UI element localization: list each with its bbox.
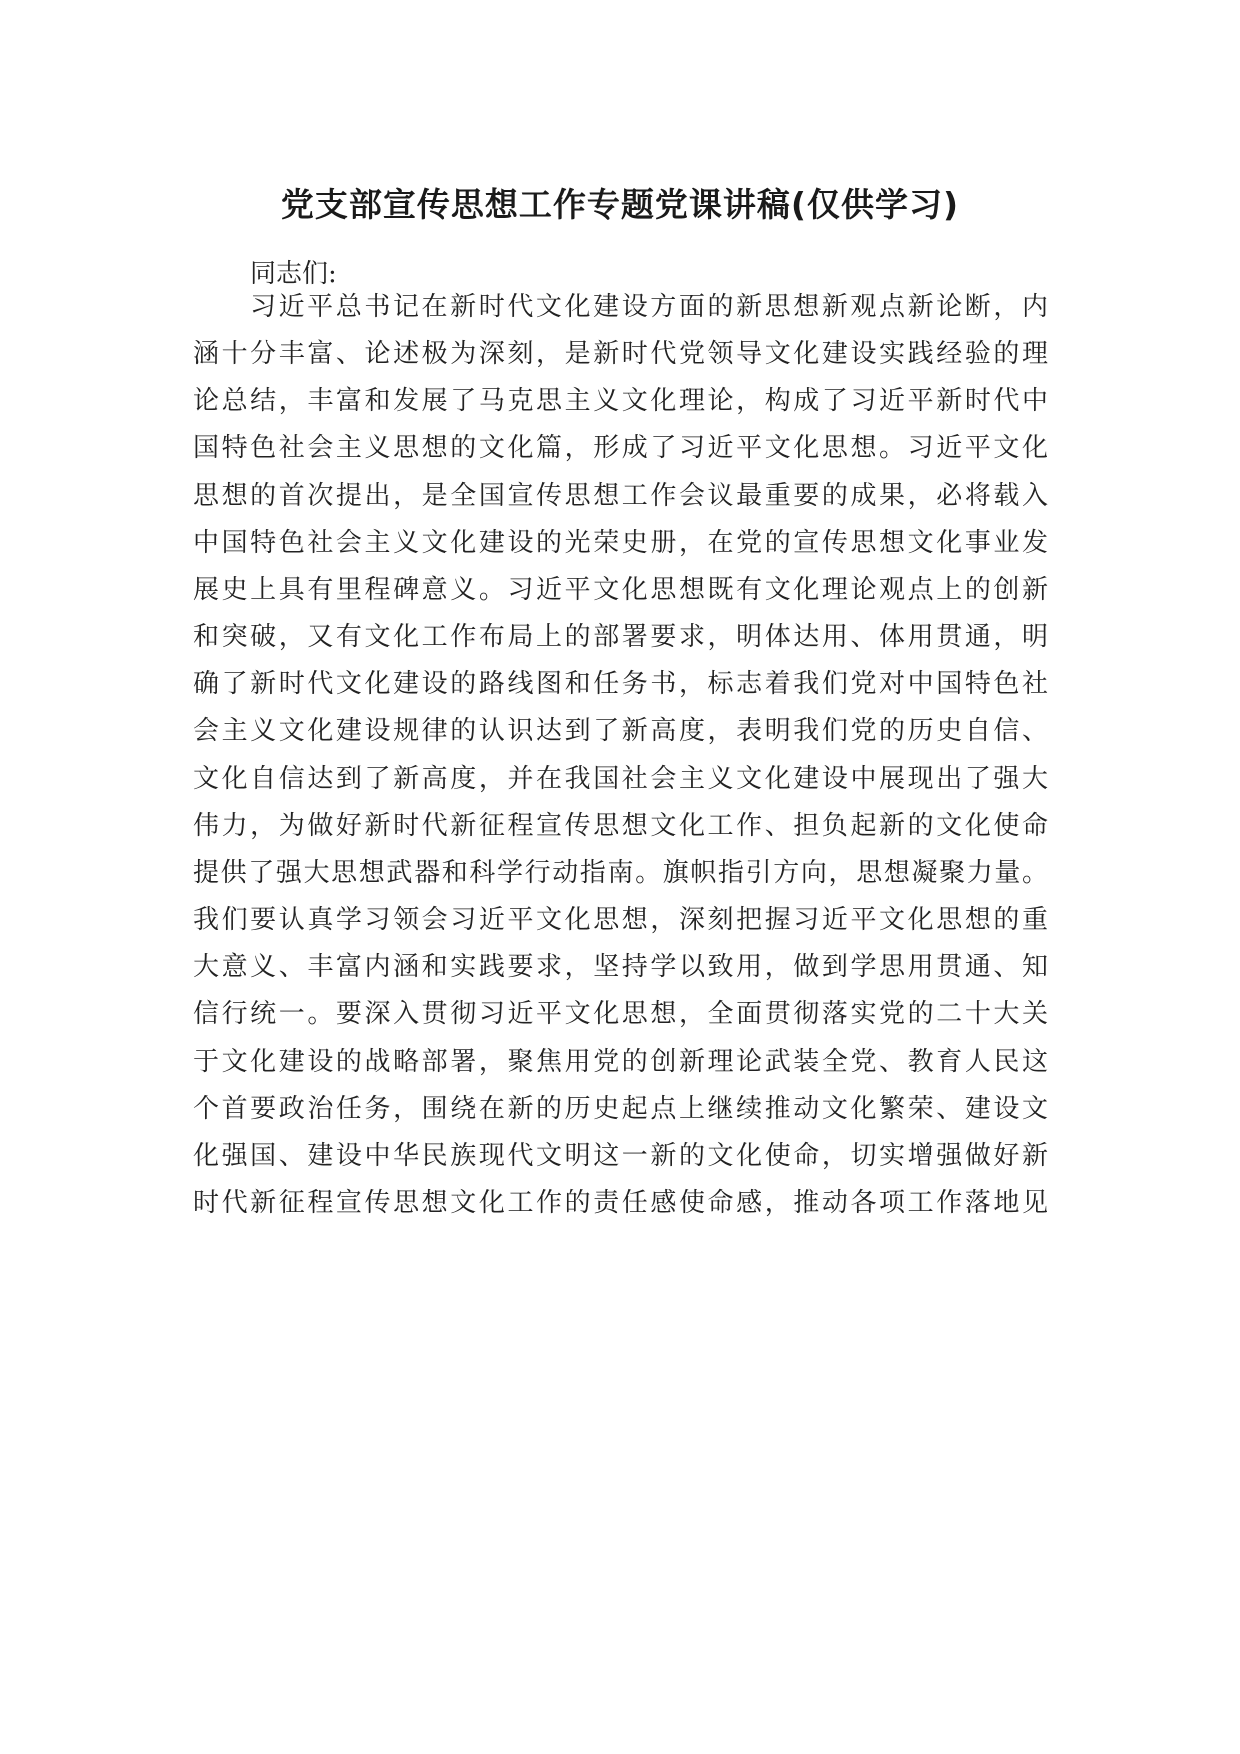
- body-line: 大意义、丰富内涵和实践要求，坚持学以致用，做到学思用贯通、知: [193, 952, 1048, 982]
- body-line: 时代新征程宣传思想文化工作的责任感使命感，推动各项工作落地见: [193, 1188, 1048, 1218]
- body-line: 提供了强大思想武器和科学行动指南。旗帜指引方向，思想凝聚力量。: [193, 858, 1048, 888]
- salutation: 同志们:: [250, 259, 337, 289]
- body-line: 个首要政治任务，围绕在新的历史起点上继续推动文化繁荣、建设文: [193, 1094, 1048, 1124]
- body-line: 和突破，又有文化工作布局上的部署要求，明体达用、体用贯通，明: [193, 622, 1048, 652]
- body-line: 文化自信达到了新高度，并在我国社会主义文化建设中展现出了强大: [193, 764, 1048, 794]
- body-line: 习近平总书记在新时代文化建设方面的新思想新观点新论断，内: [250, 292, 1048, 322]
- document-title: 党支部宣传思想工作专题党课讲稿(仅供学习): [280, 185, 960, 224]
- body-line: 确了新时代文化建设的路线图和任务书，标志着我们党对中国特色社: [193, 669, 1048, 699]
- body-line: 中国特色社会主义文化建设的光荣史册，在党的宣传思想文化事业发: [193, 528, 1048, 558]
- body-line: 思想的首次提出，是全国宣传思想工作会议最重要的成果，必将载入: [193, 481, 1048, 511]
- body-line: 论总结，丰富和发展了马克思主义文化理论，构成了习近平新时代中: [193, 386, 1048, 416]
- body-line: 我们要认真学习领会习近平文化思想，深刻把握习近平文化思想的重: [193, 905, 1048, 935]
- body-line: 伟力，为做好新时代新征程宣传思想文化工作、担负起新的文化使命: [193, 811, 1048, 841]
- body-line: 信行统一。要深入贯彻习近平文化思想，全面贯彻落实党的二十大关: [193, 999, 1048, 1029]
- body-line: 化强国、建设中华民族现代文明这一新的文化使命，切实增强做好新: [193, 1141, 1048, 1171]
- body-line: 于文化建设的战略部署，聚焦用党的创新理论武装全党、教育人民这: [193, 1047, 1048, 1077]
- body-line: 涵十分丰富、论述极为深刻，是新时代党领导文化建设实践经验的理: [193, 339, 1048, 369]
- body-line: 国特色社会主义思想的文化篇，形成了习近平文化思想。习近平文化: [193, 433, 1048, 463]
- body-line: 会主义文化建设规律的认识达到了新高度，表明我们党的历史自信、: [193, 716, 1048, 746]
- body-line: 展史上具有里程碑意义。习近平文化思想既有文化理论观点上的创新: [193, 575, 1048, 605]
